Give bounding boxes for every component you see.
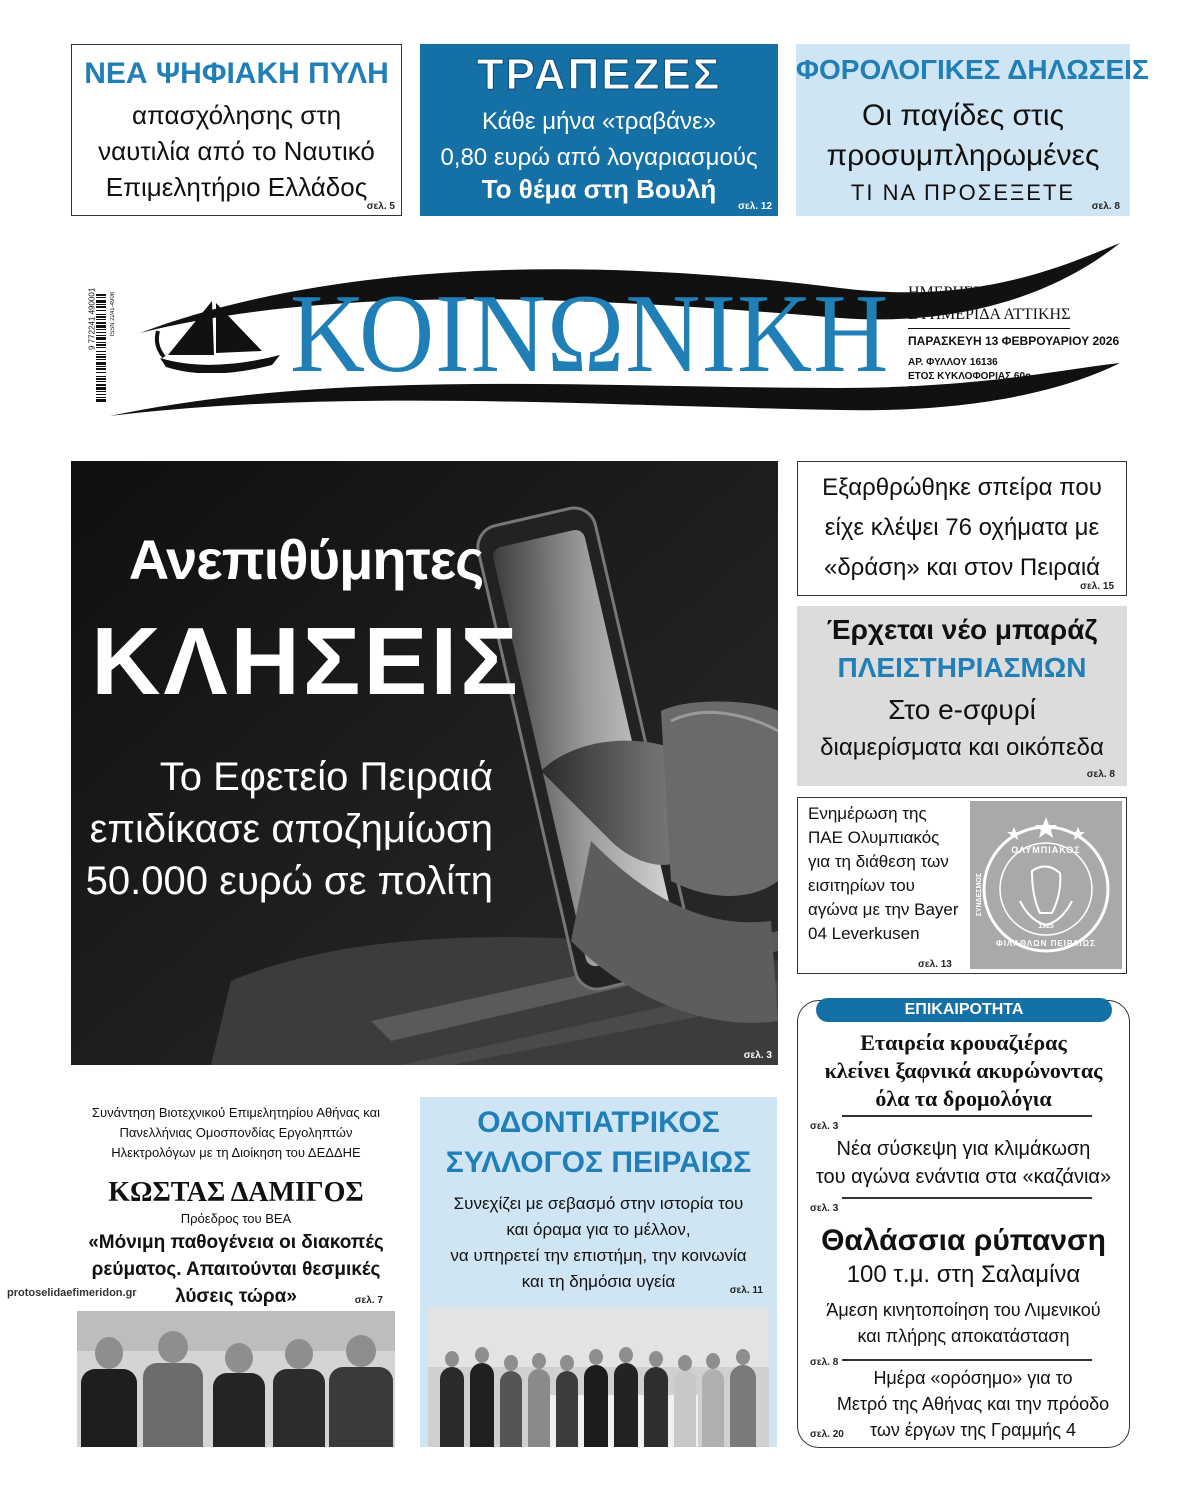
news-line: Άμεση κινητοποίηση του Λιμενικού	[826, 1300, 1101, 1320]
story-auctions[interactable]	[797, 606, 1127, 786]
story-line: Συνάντηση Βιοτεχνικού Επιμελητηρίου Αθήνας και	[91, 1105, 381, 1120]
barcode-bar	[96, 384, 106, 386]
teaser-line: προσυμπληρωμένες	[826, 139, 1100, 172]
news-line: του αγώνα ενάντια στα «καζάνια»	[815, 1166, 1112, 1188]
story-dental-association[interactable]	[420, 1097, 777, 1447]
barcode-bar	[96, 351, 106, 352]
meeting-photo	[77, 1311, 395, 1447]
divider	[842, 1115, 1092, 1117]
story-olympiacos-tickets[interactable]	[797, 797, 1127, 974]
barcode-bar	[96, 397, 106, 398]
barcode-bar	[96, 356, 106, 358]
person-figure	[702, 1353, 724, 1447]
barcode-number: 9 772241 490001	[87, 287, 97, 350]
quote-line: λύσεις τώρα»	[175, 1286, 297, 1307]
barcode-bar	[96, 344, 106, 346]
news-line: Νέα σύσκεψη για κλιμάκωση	[836, 1138, 1091, 1160]
story-line: και όραμα για το μέλλον,	[506, 1220, 691, 1239]
teaser-line: Οι παγίδες στις	[862, 99, 1064, 132]
page-ref: σελ. 20	[810, 1429, 844, 1440]
crest-year: 1925	[1038, 923, 1054, 930]
person-figure	[329, 1335, 393, 1447]
barcode-bar	[96, 314, 106, 315]
person-figure	[470, 1347, 494, 1447]
barcode-bar	[96, 362, 106, 365]
barcode-bar	[96, 329, 106, 330]
story-line: είχε κλέψει 76 οχήματα με	[824, 514, 1100, 541]
barcode-bar	[96, 387, 106, 390]
page-ref: σελ. 13	[918, 959, 952, 970]
story-line: Πανελλήνιας Ομοσπονδίας Εργοληπτών	[119, 1125, 353, 1140]
barcode-bar	[96, 378, 106, 380]
news-item-metro[interactable]	[818, 1365, 1128, 1443]
page-ref: σελ. 3	[743, 1050, 772, 1061]
person-figure	[81, 1337, 137, 1447]
page-ref: σελ. 3	[810, 1121, 839, 1132]
teaser-line: 0,80 ευρώ από λογαριασμούς	[440, 144, 758, 171]
masthead-subtitle-2: ΕΦΗΜΕΡΙΔΑ ΑΤΤΙΚΗΣ	[908, 304, 1070, 329]
story-line: διαμερίσματα και οικόπεδα	[820, 734, 1104, 761]
barcode-bar	[96, 394, 106, 395]
masthead-title: ΚΟΙΝΩΝΙΚΗ	[290, 272, 890, 396]
news-title: Θαλάσσια ρύπανση	[821, 1224, 1106, 1257]
story-text	[808, 802, 968, 946]
barcode-bar	[96, 372, 106, 373]
teaser-text	[796, 96, 1130, 176]
crest-top-text: ΟΛΥΜΠΙΑΚΟΣ	[1011, 845, 1081, 855]
divider	[842, 1359, 1092, 1361]
story-line: Συνεχίζει με σεβασμό στην ιστορία του	[453, 1194, 744, 1213]
barcode-bar	[96, 342, 106, 343]
person-figure	[143, 1331, 203, 1447]
story-title-line: ΣΥΛΛΟΓΟΣ ΠΕΙΡΑΙΩΣ	[445, 1146, 752, 1179]
person-figure	[528, 1353, 550, 1447]
news-item-salamina[interactable]	[798, 1223, 1129, 1349]
quote-line: ρεύματος. Απαιτούνται θεσμικές	[91, 1259, 381, 1280]
lead-kicker: Ανεπιθύμητες	[128, 528, 484, 591]
news-line: κλείνει ξαφνικά ακυρώνοντας	[824, 1058, 1103, 1083]
story-damigos[interactable]	[71, 1097, 401, 1447]
barcode-bar	[96, 297, 106, 298]
teaser-banks[interactable]	[420, 44, 778, 216]
quote-line: «Μόνιμη παθογένεια οι διακοπές	[88, 1232, 384, 1253]
lead-subheadline	[71, 751, 493, 907]
barcode-bar	[96, 310, 106, 311]
barcode-bar	[96, 399, 106, 402]
news-line: των έργων της Γραμμής 4	[869, 1420, 1077, 1440]
teaser-line: απασχόλησης στη	[131, 100, 342, 130]
story-intro	[67, 1103, 405, 1163]
teaser-tax-returns[interactable]	[796, 44, 1149, 216]
story-title	[420, 1103, 777, 1183]
lead-headline: ΚΛΗΣΕΙΣ	[91, 608, 521, 715]
barcode-bar	[96, 325, 106, 328]
teaser-line: Επιμελητήριο Ελλάδος	[105, 172, 368, 202]
masthead	[80, 238, 1140, 438]
barcode-bar	[96, 319, 106, 320]
teaser-highlight: Το θέμα στη Βουλή	[481, 174, 717, 204]
ship-logo-icon	[150, 293, 290, 373]
news-item-cruise[interactable]	[798, 1029, 1129, 1113]
person-figure	[213, 1343, 265, 1447]
story-line: Ηλεκτρολόγων με τη Διοίκηση του ΔΕΔΔΗΕ	[111, 1145, 361, 1160]
story-car-theft-ring[interactable]	[797, 461, 1127, 596]
person-figure	[730, 1349, 756, 1447]
issue-number: ΑΡ. ΦΥΛΛΟΥ 16136	[908, 357, 998, 368]
story-line: και τη δημόσια υγεία	[521, 1272, 676, 1291]
barcode-bar	[96, 335, 106, 336]
teaser-title: ΝΕΑ ΨΗΦΙΑΚΗ ΠΥΛΗ	[84, 57, 389, 90]
page-ref: σελ. 15	[1080, 581, 1114, 592]
page-ref: σελ. 5	[366, 201, 395, 212]
barcode-bar	[96, 294, 106, 296]
teaser-line: Κάθε μήνα «τραβάνε»	[481, 108, 717, 135]
barcode-bar	[96, 337, 106, 340]
lead-sub-line: 50.000 ευρώ σε πολίτη	[85, 859, 493, 903]
news-header: ΕΠΙΚΑΙΡΟΤΗΤΑ	[816, 998, 1112, 1022]
page-ref: σελ. 7	[354, 1295, 383, 1306]
news-line: Μετρό της Αθήνας και την πρόοδο	[836, 1394, 1110, 1414]
story-title-line: ΟΔΟΝΤΙΑΤΡΙΚΟΣ	[477, 1106, 720, 1139]
story-highlight: ΠΛΕΙΣΤΗΡΙΑΣΜΩΝ	[837, 652, 1087, 683]
page-ref: σελ. 8	[1091, 201, 1120, 212]
lead-sub-line: Το Εφετείο Πειραιά	[159, 755, 493, 799]
person-figure	[674, 1355, 696, 1447]
barcode-bar	[96, 316, 106, 318]
barcode-bar	[96, 368, 106, 370]
person-figure	[644, 1351, 668, 1447]
story-line: Εξαρθρώθηκε σπείρα που	[822, 474, 1102, 501]
story-line: αγώνα με την Bayer	[808, 900, 959, 919]
person-figure	[614, 1347, 638, 1447]
watermark: protoselidaefimeridon.gr	[4, 1286, 140, 1300]
teaser-title: ΦΟΡΟΛΟΓΙΚΕΣ ΔΗΛΩΣΕΙΣ	[796, 54, 1149, 85]
news-line: Ημέρα «ορόσημο» για το	[873, 1368, 1073, 1388]
masthead-issue-info	[908, 356, 1031, 398]
barcode-bar	[96, 347, 106, 348]
page-ref: σελ. 12	[738, 201, 772, 212]
person-figure	[273, 1339, 325, 1447]
person-role: Πρόεδρος του ΒΕΑ	[180, 1211, 292, 1226]
barcode-bar	[96, 306, 106, 308]
teaser-text	[72, 97, 401, 205]
story-line: 04 Leverkusen	[808, 924, 920, 943]
divider	[842, 1197, 1092, 1199]
person-figure	[500, 1355, 522, 1447]
page-ref: σελ. 8	[1086, 769, 1115, 780]
page-ref: σελ. 11	[729, 1285, 763, 1296]
barcode-bar	[96, 376, 106, 377]
barcode-bar	[96, 304, 106, 305]
person-name: ΚΩΣΤΑΣ ΔΑΜΙΓΟΣ	[108, 1177, 364, 1208]
news-line: όλα τα δρομολόγια	[875, 1086, 1052, 1111]
news-item-cauldrons[interactable]	[798, 1135, 1129, 1191]
story-title: Έρχεται νέο μπαράζ	[826, 614, 1098, 645]
story-line: να υπηρετεί την επιστήμη, την κοινωνία	[450, 1246, 747, 1265]
crest-left-text: ΣΥΝΔΕΣΜΟΣ	[976, 873, 983, 917]
story-line: για τη διάθεση των	[808, 852, 949, 871]
masthead-date: ΠΑΡΑΣΚΕΥΗ 13 ΦΕΒΡΟΥΑΡΙΟΥ 2026	[908, 334, 1120, 348]
story-text	[420, 1191, 777, 1295]
page-ref: σελ. 3	[810, 1203, 839, 1214]
teaser-text	[420, 104, 778, 176]
person-figure	[584, 1349, 608, 1447]
crest-bottom-text: ΦΙΛΑΘΛΩΝ ΠΕΙΡΑΙΩΣ	[996, 939, 1096, 948]
barcode-bar	[96, 300, 106, 303]
barcode	[86, 287, 116, 408]
lead-sub-line: επιδίκασε αποζημίωση	[89, 807, 493, 851]
news-box	[797, 1000, 1130, 1448]
association-photo	[428, 1307, 769, 1447]
news-line: Εταιρεία κρουαζιέρας	[860, 1030, 1067, 1055]
barcode-bar	[96, 391, 106, 392]
barcode-bar	[96, 366, 106, 367]
teaser-highlight: ΤΙ ΝΑ ΠΡΟΣΕΞΕΤΕ	[850, 180, 1076, 205]
barcode-bar	[96, 322, 106, 324]
olympiacos-crest-image	[970, 801, 1122, 969]
teaser-title: ΤΡΑΠΕΖΕΣ	[476, 50, 722, 99]
lead-story[interactable]	[71, 461, 778, 1065]
story-line: Ενημέρωση της	[808, 804, 927, 823]
issn	[110, 292, 122, 408]
story-text	[798, 468, 1126, 588]
teaser-line: ναυτιλία από το Ναυτικό	[98, 136, 375, 166]
story-line: εισιτηρίων του	[808, 876, 915, 895]
masthead-subtitle	[908, 282, 1070, 329]
news-line: 100 τ.μ. στη Σαλαμίνα	[846, 1261, 1081, 1288]
barcode-bar	[96, 332, 106, 333]
barcode-bar	[96, 359, 106, 360]
masthead-subtitle-1: ΗΜΕΡΗΣΙΑ	[908, 284, 991, 301]
issn-text: ISSN 2241-4908	[110, 292, 116, 337]
person-figure	[440, 1351, 464, 1447]
story-line: Στο e-σφυρί	[888, 694, 1036, 725]
person-figure	[556, 1355, 578, 1447]
story-line: «δράση» και στον Πειραιά	[823, 554, 1101, 581]
barcode-bar	[96, 381, 106, 382]
news-line: και πλήρης αποκατάσταση	[857, 1326, 1070, 1346]
price: 0,50 €	[908, 385, 936, 396]
teaser-digital-portal[interactable]	[71, 44, 402, 216]
barcode-bar	[96, 354, 106, 355]
story-line: ΠΑΕ Ολυμπιακός	[808, 828, 940, 847]
publication-year: ΕΤΟΣ ΚΥΚΛΟΦΟΡΙΑΣ 60ο	[908, 371, 1032, 382]
page-ref: σελ. 8	[810, 1357, 839, 1368]
